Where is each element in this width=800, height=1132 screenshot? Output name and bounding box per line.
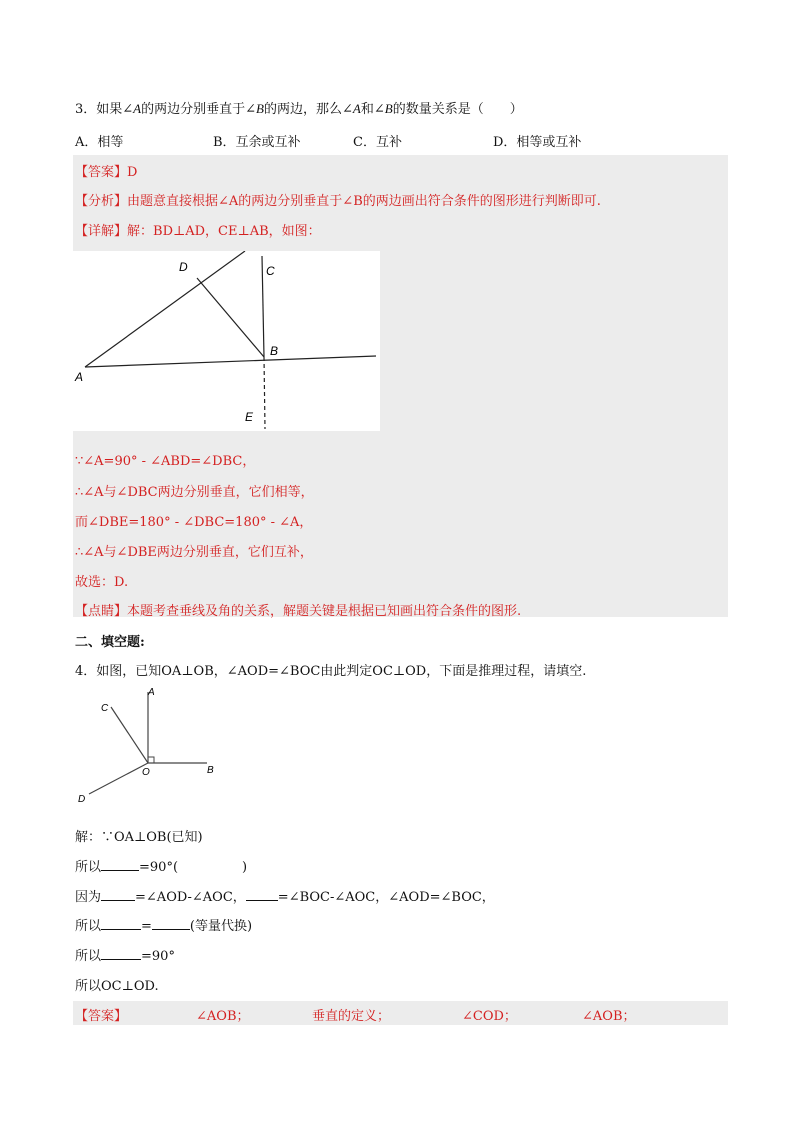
label-D: D (78, 794, 86, 804)
label-C: C (101, 703, 109, 714)
q4-line-2: 所以 =90°( ) (75, 860, 248, 875)
q3-step-3: 而∠DBE=180° - ∠DBC=180° - ∠A， (75, 515, 313, 530)
q4-line-1: 解：∵OA⊥OB(已知) (75, 830, 203, 845)
figure-perpendicular-angles (73, 251, 380, 431)
blank-7[interactable] (101, 947, 141, 960)
blank-3[interactable] (101, 888, 135, 901)
q3-stem: 3．如果∠A的两边分别垂直于∠B的两边，那么∠A和∠B的数量关系是（ ） (75, 101, 523, 117)
q4-answer-tag: 【答案】 (75, 1009, 128, 1024)
blank-1[interactable] (101, 858, 139, 871)
q4-line-5: 所以 =90° (75, 949, 175, 964)
q3-analysis: 【分析】由题意直接根据∠A的两边分别垂直于∠B的两边画出符合条件的图形进行判断即可. (75, 194, 601, 209)
section-title: 二、填空题: (75, 635, 145, 650)
q3-step-4: ∴∠A与∠DBE两边分别垂直，它们互补， (75, 545, 313, 560)
q4-line-3: 因为 =∠AOD-∠AOC， =∠BOC-∠AOC，∠AOD=∠BOC， (75, 890, 495, 905)
label-B: B (207, 765, 214, 776)
q4-answer-4: ∠AOB； (582, 1009, 636, 1024)
q3-answer: 【答案】D (75, 165, 138, 180)
figure-oa-ob (75, 682, 218, 804)
label-A: A (148, 687, 155, 698)
q4-stem: 4．如图，已知OA⊥OB，∠AOD=∠BOC由此判定OC⊥OD，下面是推理过程，请填空. (75, 664, 587, 679)
blank-2[interactable] (178, 859, 242, 871)
q3-step-2: ∴∠A与∠DBC两边分别垂直，它们相等， (75, 485, 314, 500)
label-B: B (270, 344, 279, 358)
q3-comment: 【点睛】本题考查垂线及角的关系，解题关键是根据已知画出符合条件的图形. (75, 604, 522, 619)
q4-answer-2: 垂直的定义； (312, 1009, 391, 1024)
blank-4[interactable] (246, 888, 278, 901)
q3-option-d: D．相等或互补 (493, 135, 582, 150)
blank-5[interactable] (101, 917, 141, 930)
label-O: O (142, 767, 150, 778)
q3-option-b: B．互余或互补 (213, 135, 301, 150)
figure2-svg (75, 682, 218, 804)
label-C: C (266, 264, 275, 278)
q3-step-1: ∵∠A=90° - ∠ABD=∠DBC， (75, 454, 256, 469)
figure1-svg (73, 251, 380, 431)
q4-line-4: 所以 = (等量代换) (75, 919, 253, 934)
label-D: D (179, 260, 188, 274)
q3-detail: 【详解】解：BD⊥AD，CE⊥AB，如图： (75, 224, 321, 239)
q3-option-a: A．相等 (75, 135, 124, 150)
q4-answer-1: ∠AOB； (196, 1009, 250, 1024)
blank-6[interactable] (152, 917, 190, 930)
q4-answer-3: ∠COD； (462, 1009, 517, 1024)
label-A: A (75, 370, 84, 384)
label-E: E (245, 410, 254, 424)
q4-line-6: 所以OC⊥OD. (75, 979, 159, 994)
q3-option-c: C．互补 (353, 135, 402, 150)
q3-step-5: 故选：D. (75, 575, 129, 590)
